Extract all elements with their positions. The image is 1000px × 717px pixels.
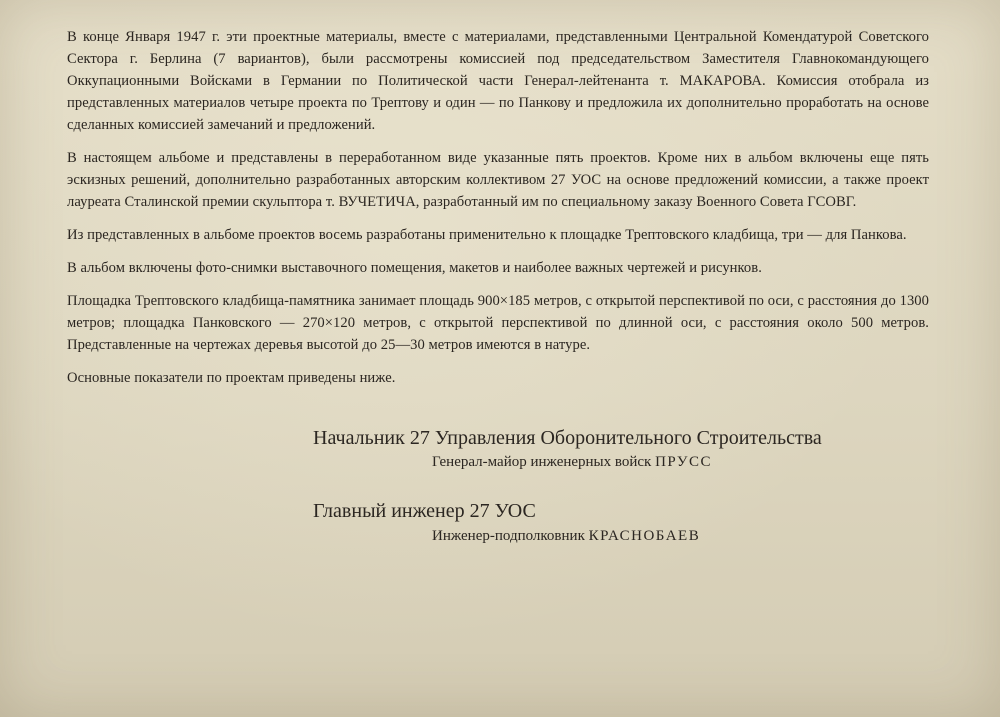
- signature-rank-chief: Генерал-майор инженерных войск: [432, 454, 652, 470]
- signature-title-chief: Начальник 27 Управления Оборонительного Строительства: [313, 427, 822, 449]
- paragraph-site-dimensions: Площадка Трептовского кладбища-памятника занимает площадь 900×185 метров, с открытой перспективой по оси, с расстояния до 1300 метров; площадка Панковского — 270×120 метров, с открытой перспективой по длинной оси, с расстояния около 500 метров. Представленные на чертежах деревья высотой до 25—30 метров имеются в натуре.: [67, 293, 929, 353]
- signature-title-engineer: Главный инженер 27 УОС: [313, 500, 536, 522]
- paragraph-sites-distribution: Из представленных в альбоме проектов восемь разработаны применительно к площадке Трептовского кладбища, три — для Панкова.: [67, 227, 907, 243]
- signature-surname-engineer: КРАСНОБАЕВ: [588, 528, 701, 544]
- signature-name-engineer: [432, 528, 700, 545]
- body-text: [67, 26, 929, 400]
- signature-surname-chief: ПРУСС: [655, 454, 713, 470]
- signature-rank-engineer: Инженер-подполковник: [432, 528, 585, 544]
- paragraph-photos: В альбом включены фото-снимки выставочного помещения, макетов и наиболее важных чертежей и рисунков.: [67, 260, 762, 276]
- paragraph-commission-review: В конце Января 1947 г. эти проектные материалы, вместе с материалами, представленными Центральной Комендатурой Советского Сектора г. Берлина (7 вариантов), были рассмотрены комиссией под председательством Заместителя Главнокомандующего Оккупационными Войсками в Германии по Политической части Генерал-лейтенанта т. МАКАРОВА. Комиссия отобрала из представленных материалов четыре проекта по Трептову и один — по Панкову и предложила их дополнительно проработать на основе сделанных комиссией замечаний и предложений.: [67, 29, 929, 133]
- paragraph-album-contents: В настоящем альбоме и представлены в переработанном виде указанные пять проектов. Кроме них в альбом включены еще пять эскизных решений, дополнительно разработанных авторским коллективом 27 УОС на основе предложений комиссии, а также проект лауреата Сталинской премии скульптора т. ВУЧЕТИЧА, разработанный им по специальному заказу Военного Совета ГСОВГ.: [67, 150, 929, 210]
- signature-name-chief: [432, 454, 712, 471]
- paragraph-indicators-note: Основные показатели по проектам приведены ниже.: [67, 370, 396, 386]
